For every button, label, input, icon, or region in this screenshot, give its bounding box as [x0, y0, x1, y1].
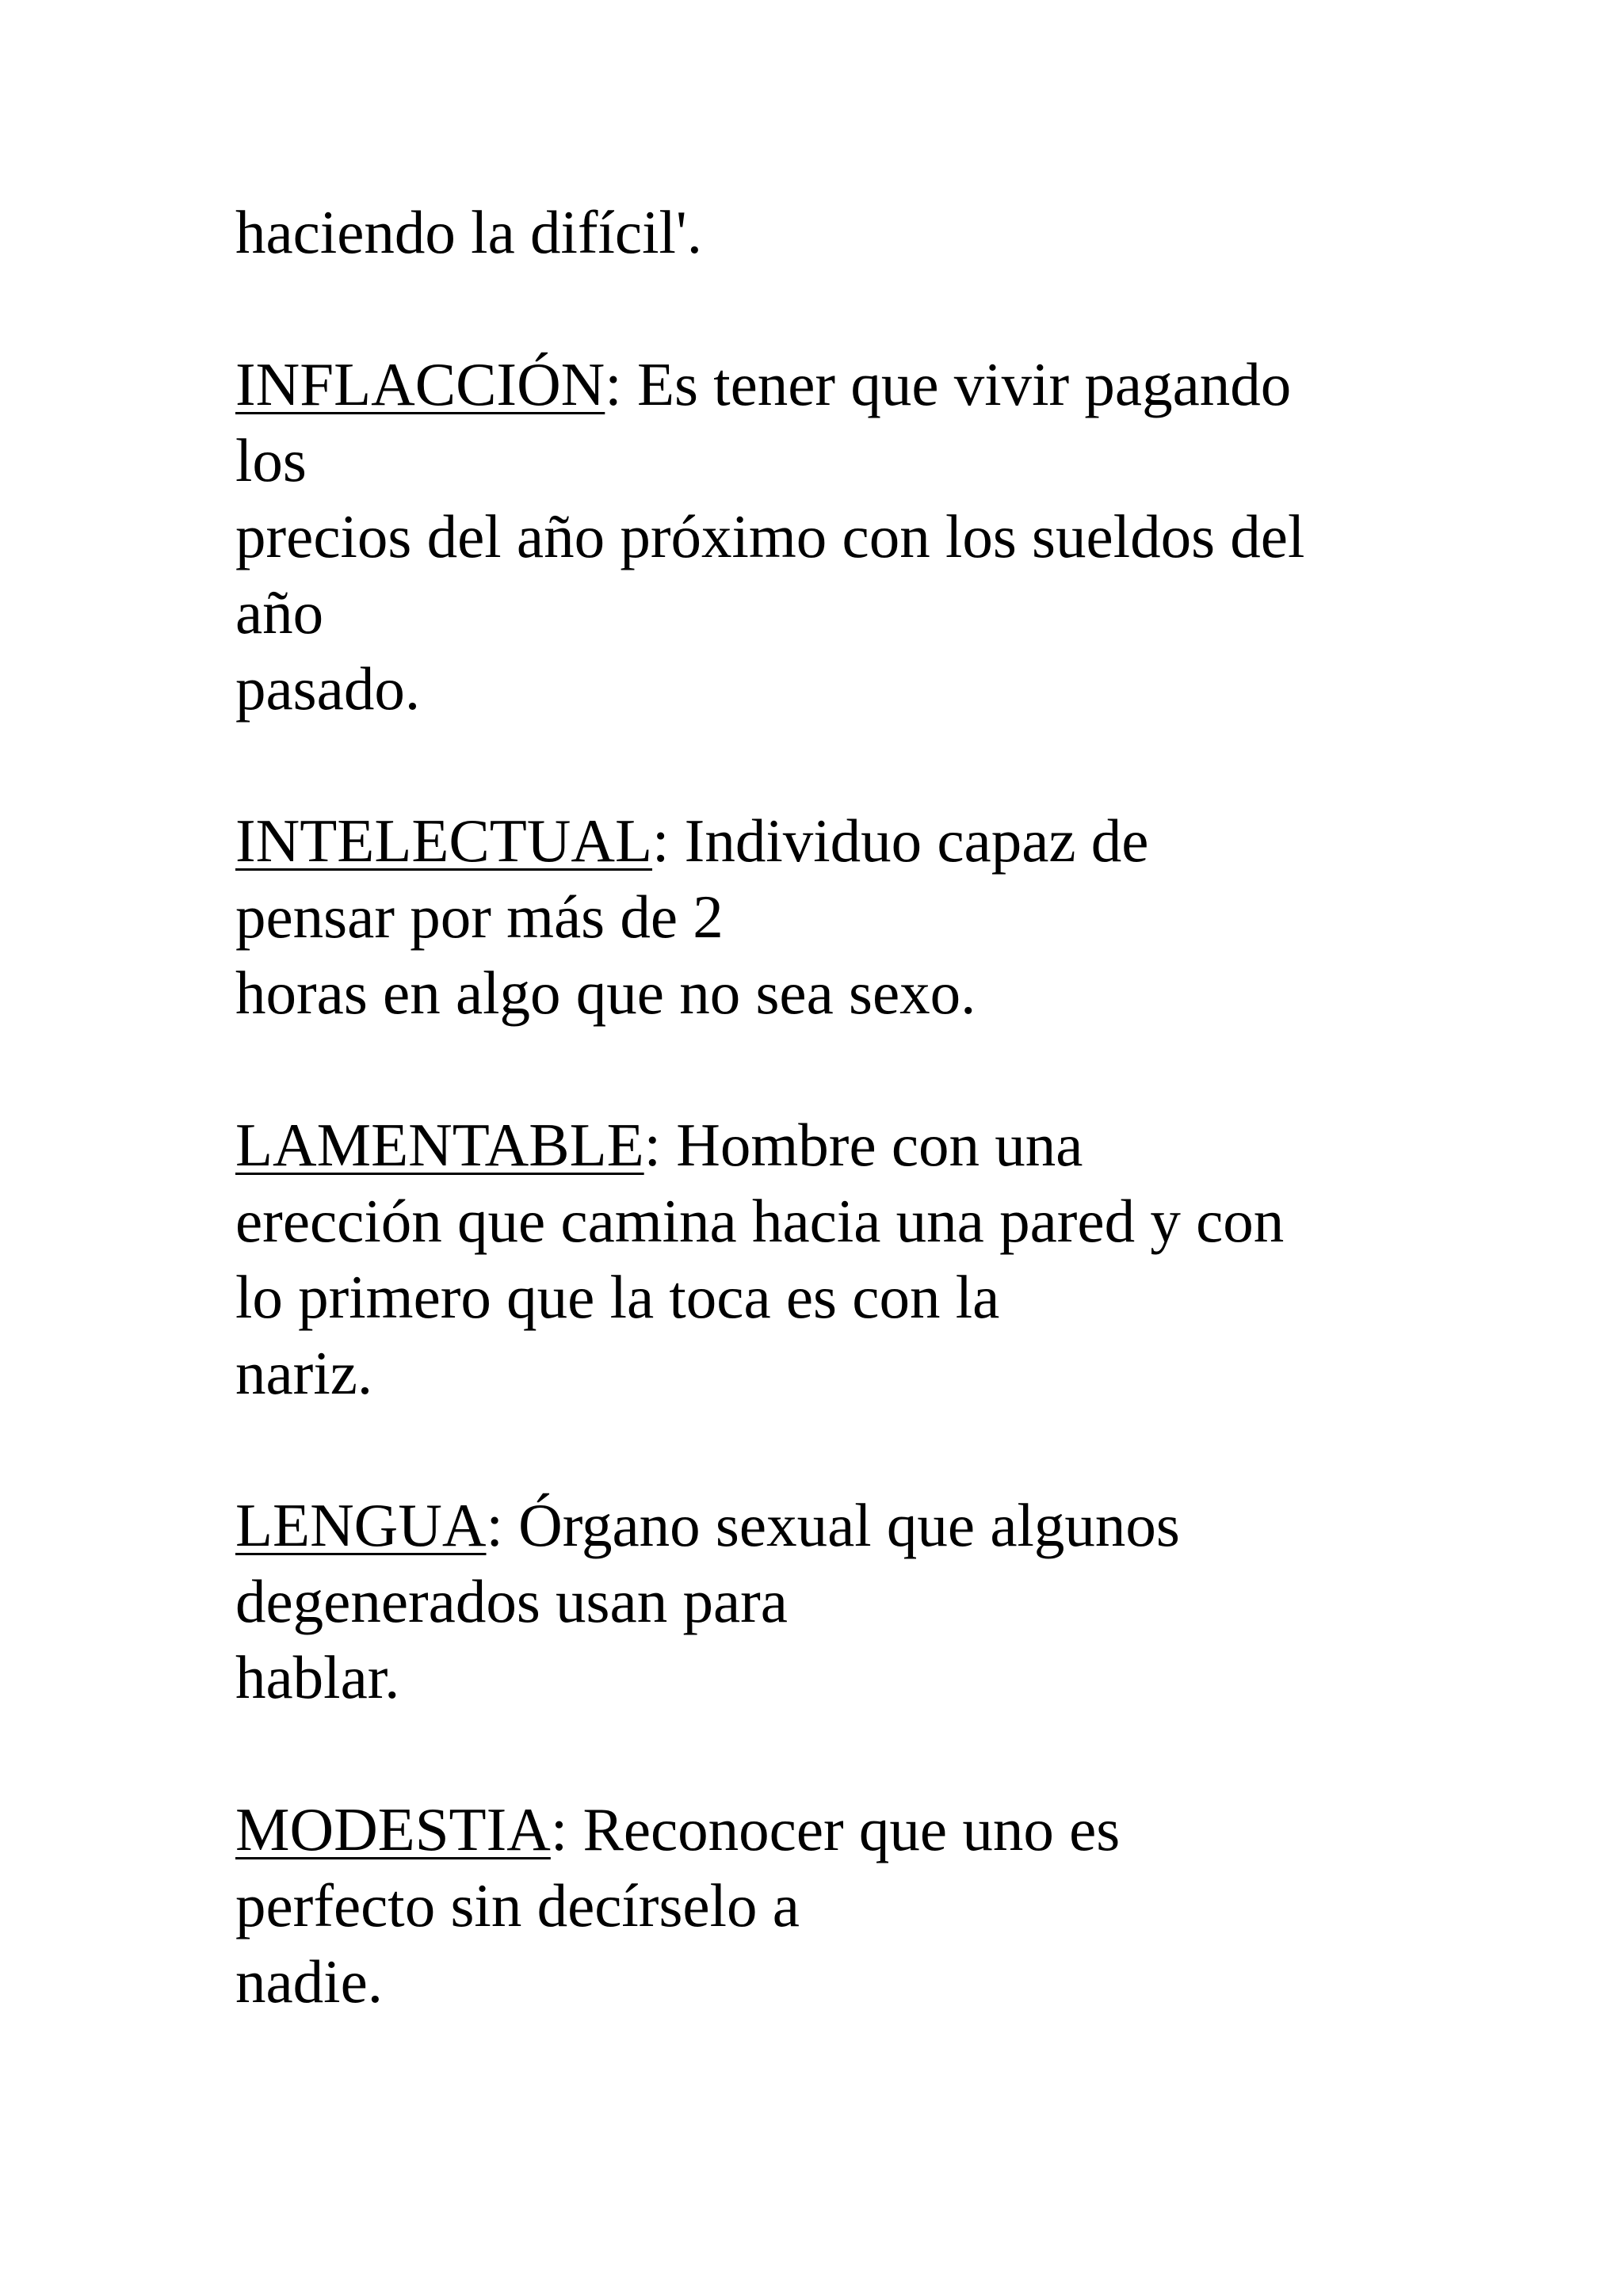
- entry-line: pasado.: [235, 654, 421, 723]
- entry-line: horas en algo que no sea sexo.: [235, 959, 976, 1027]
- entry-line: pensar por más de 2: [235, 883, 724, 951]
- intro-line: haciendo la difícil'.: [235, 198, 703, 266]
- entry-line: degenerados usan para: [235, 1567, 788, 1635]
- paragraph-gap: [235, 270, 1472, 346]
- entry-line: perfecto sin decírselo a: [235, 1871, 800, 1939]
- entry-first-line: [235, 803, 1472, 879]
- entry-line: nariz.: [235, 1339, 373, 1407]
- definition-entry: [235, 1107, 1472, 1411]
- entry-line: hablar.: [235, 1643, 400, 1711]
- entry-term: INTELECTUAL: [235, 807, 653, 875]
- entry-line: año: [235, 578, 324, 646]
- definition-entry: [235, 803, 1472, 1031]
- entry-first-line: [235, 346, 1472, 422]
- entry-first-line: [235, 1791, 1472, 1867]
- entry-term: INFLACCIÓN: [235, 350, 605, 418]
- entry-definition-start: : Individuo capaz de: [652, 807, 1149, 875]
- entry-definition-start: : Órgano sexual que algunos: [486, 1491, 1180, 1559]
- paragraph-gap: [235, 1715, 1472, 1791]
- entry-first-line: [235, 1487, 1472, 1563]
- entry-term: MODESTIA: [235, 1795, 551, 1863]
- entry-definition-start: : Hombre con una: [643, 1111, 1083, 1179]
- entry-line: los: [235, 426, 307, 494]
- definition-entry: [235, 346, 1472, 727]
- entry-definition-start: : Es tener que vivir pagando: [605, 350, 1292, 418]
- entry-first-line: [235, 1107, 1472, 1183]
- paragraph-gap: [235, 727, 1472, 803]
- entry-line: erección que camina hacia una pared y con: [235, 1187, 1285, 1255]
- paragraph-gap: [235, 1411, 1472, 1487]
- document-body: [235, 194, 1472, 2019]
- entry-definition-start: : Reconocer que uno es: [550, 1795, 1121, 1863]
- paragraph-gap: [235, 1031, 1472, 1107]
- entry-term: LENGUA: [235, 1491, 487, 1559]
- definition-entry: [235, 1791, 1472, 2019]
- definition-entry: [235, 1487, 1472, 1715]
- entry-line: lo primero que la toca es con la: [235, 1263, 1000, 1331]
- entry-line: precios del año próximo con los sueldos del: [235, 502, 1305, 570]
- entry-term: LAMENTABLE: [235, 1111, 644, 1179]
- entry-line: nadie.: [235, 1947, 383, 2016]
